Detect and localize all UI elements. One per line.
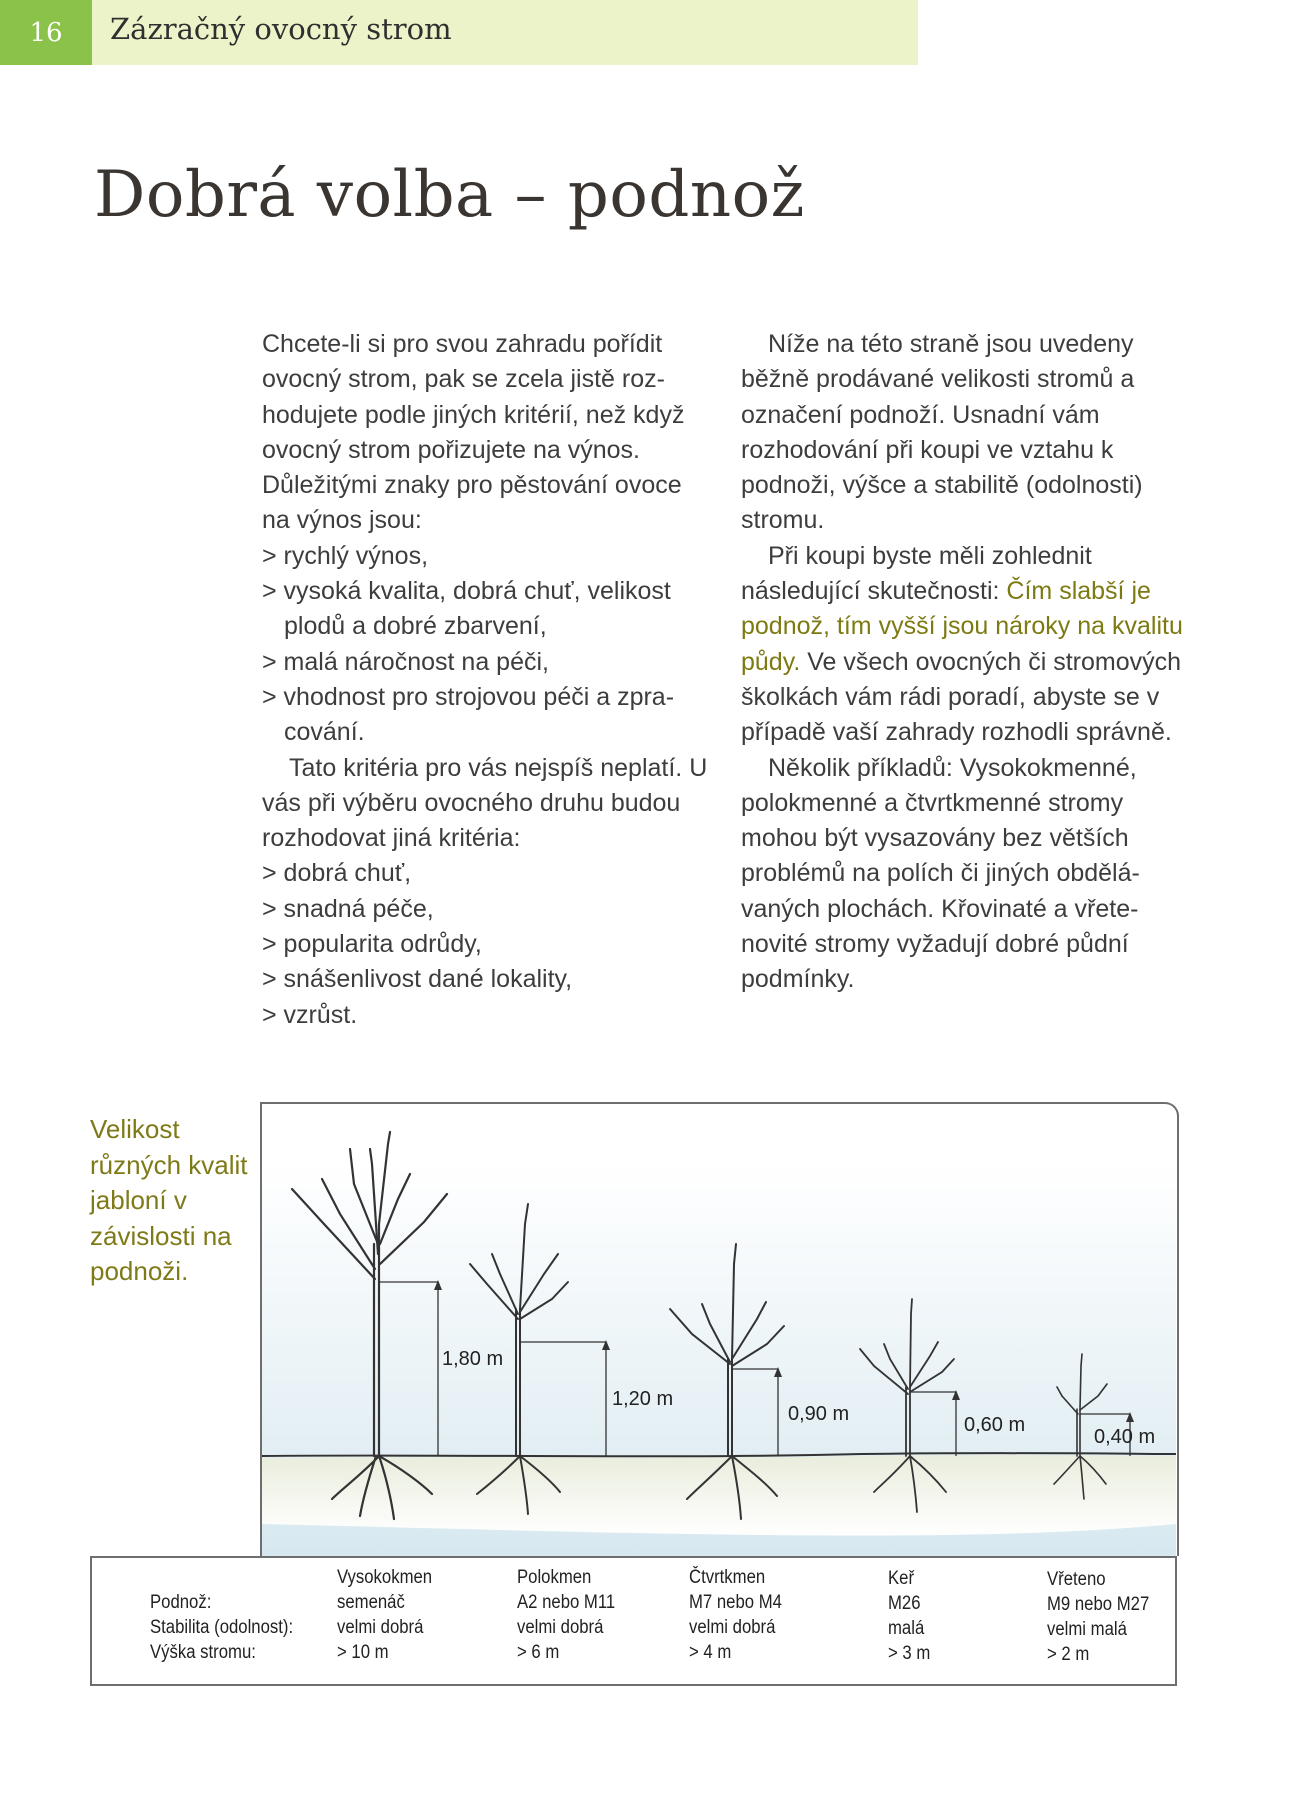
intro-paragraph: Chcete-li si pro svou zahradu pořídit ovocný strom, pak se zcela jistě rozhodujete podle jiných kritérií, než když ovocný strom pořizujete na výnos. Důležitými znaky pro pěstování ovoce na výnos jsou: (262, 330, 685, 535)
stability-value: velmi dobrá (517, 1617, 604, 1638)
tree-name: Polokmen (517, 1567, 592, 1588)
purchase-text: Při koupi byste měli zohlednit následující skutečnosti: (741, 541, 1092, 606)
rootstock-value: M7 nebo M4 (689, 1592, 782, 1613)
paragraph-examples: Několik příkladů: Vysokokmenné, polokmenné a čtvrtkmenné stromy mohou být vysazovány bez větších problémů na polích či jiných obdělávaných plochách. Křovinaté a vřetenovité stromy vyžadují dobré půdní podmínky. (741, 753, 1140, 994)
height-label-spindle: 0,40 m (1094, 1426, 1156, 1448)
height-value: > 3 m (888, 1643, 931, 1664)
tree-name: Vřeteno (1047, 1569, 1106, 1590)
list-item: > vhodnost pro strojovou péči a zpracování. (262, 682, 675, 747)
rootstock-value: A2 nebo M11 (517, 1592, 616, 1613)
purchase-text-end: Ve všech ovocných či stromových školkách vám rádi poradí, abyste se v případě vaší zahrady rozhodli správně. (741, 647, 1182, 747)
page-number: 16 (0, 0, 92, 65)
height-label-quarter-standard: 0,90 m (788, 1403, 850, 1425)
paragraph-purchase (741, 539, 1191, 751)
height-value: > 4 m (689, 1642, 732, 1663)
tree-name: Vysokokmen (337, 1567, 433, 1588)
paragraph-sizes: Níže na této straně jsou uvedeny běžně prodávané velikosti stromů a označení podnoží. Usnadní vám rozhodování při koupi ve vztahu k podnoži, výšce a stabilitě (odolnosti) stromu. (741, 330, 1143, 535)
highlight-text: Čím slabší je podnož, tím vyšší jsou nároky na kvalitu půdy. (741, 577, 1183, 676)
height-value: > 10 m (337, 1642, 389, 1663)
list-item: > vysoká kvalita, dobrá chuť, velikost plodů a dobré zbarvení, (262, 577, 671, 641)
list-item: > vzrůst. (262, 1000, 358, 1029)
tree-name: Keř (888, 1568, 915, 1589)
legend-col-standard (337, 1565, 432, 1665)
list-item: > rychlý výnos, (262, 541, 429, 570)
legend-col-quarter-standard (689, 1565, 782, 1665)
transition-paragraph: Tato kritéria pro vás nejspíš neplatí. U vás při výběru ovocného druhu budou rozhodovat jiná kritéria: (262, 753, 708, 853)
rootstock-value: semenáč (337, 1592, 405, 1613)
height-label-half-standard: 1,20 m (612, 1388, 674, 1410)
height-label-bush: 0,60 m (964, 1414, 1026, 1436)
height-label-standard: 1,80 m (442, 1348, 504, 1370)
list-item: > malá náročnost na péči, (262, 647, 549, 676)
tree-name: Čtvrtkmen (689, 1567, 766, 1588)
stability-value: velmi dobrá (337, 1617, 424, 1638)
tree-illustration (262, 1104, 1176, 1556)
list-item: > snášenlivost dané lokality, (262, 965, 573, 994)
figure-caption: Velikost různých kvalit jabloní v závislosti na podnoži. (90, 1114, 248, 1286)
list-item: > snadná péče, (262, 894, 434, 923)
row-label-height: Výška stromu: (150, 1642, 256, 1663)
rootstock-value: M26 (888, 1593, 921, 1614)
legend-col-half-standard (517, 1565, 615, 1665)
legend-col-bush (888, 1566, 930, 1666)
row-label-stability: Stabilita (odolnost): (150, 1617, 294, 1638)
running-title: Zázračný ovocný strom (110, 12, 452, 46)
stability-value: velmi dobrá (689, 1617, 776, 1638)
list-item: > dobrá chuť, (262, 859, 412, 888)
row-label-rootstock: Podnož: (150, 1592, 212, 1613)
stability-value: velmi malá (1047, 1619, 1127, 1640)
height-value: > 2 m (1047, 1644, 1090, 1665)
page-heading: Dobrá volba – podnož (94, 158, 805, 232)
stability-value: malá (888, 1618, 925, 1639)
right-column (741, 327, 1191, 998)
legend-row-labels (150, 1590, 293, 1665)
list-item: > popularita odrůdy, (262, 930, 482, 959)
height-value: > 6 m (517, 1642, 560, 1663)
rootstock-value: M9 nebo M27 (1047, 1594, 1150, 1615)
left-column (262, 327, 712, 1033)
legend-col-spindle (1047, 1567, 1149, 1667)
